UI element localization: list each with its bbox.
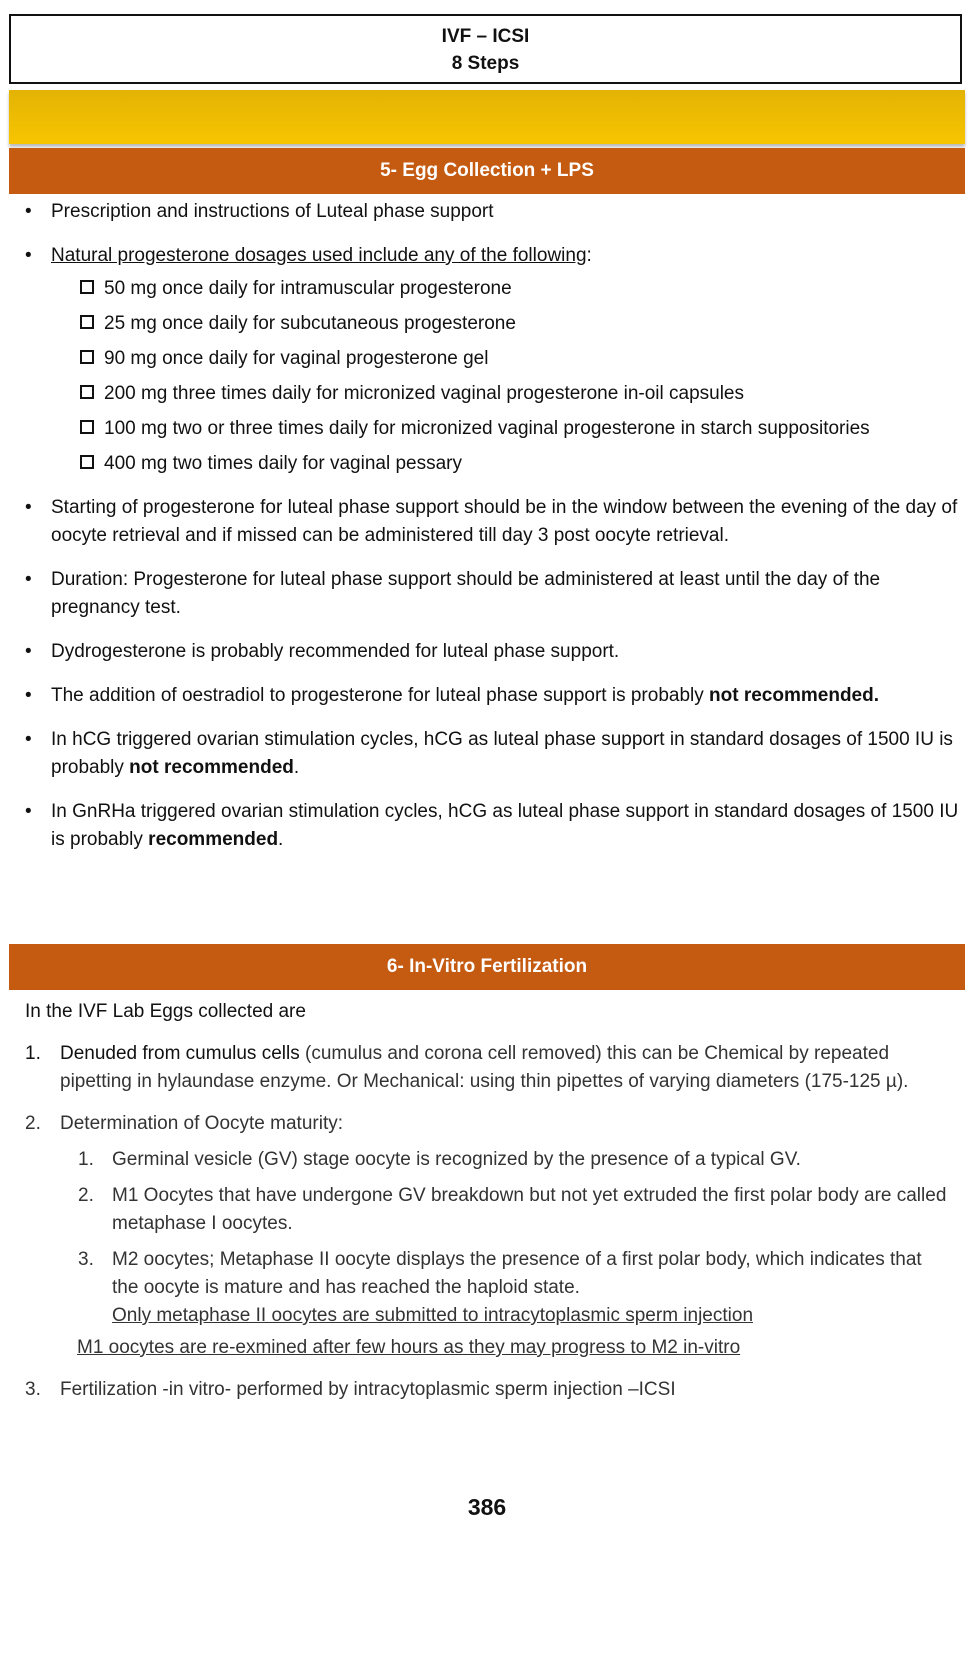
bullet-text: Natural progesterone dosages used include any of the following bbox=[51, 245, 587, 266]
item-text: M2 oocytes; Metaphase II oocyte displays the presence of a first polar body, which indicates that the oocyte is mature and has reached the haploid state. bbox=[112, 1249, 922, 1298]
dosage-text: 400 mg two times daily for vaginal pessary bbox=[104, 453, 462, 474]
sub-item bbox=[60, 1246, 950, 1330]
dosage-text: 50 mg once daily for intramuscular progesterone bbox=[104, 278, 512, 299]
item-text: Fertilization -in vitro- performed by intracytoplasmic sperm injection –ICSI bbox=[60, 1379, 676, 1400]
page-number: 386 bbox=[467, 1494, 507, 1520]
dosage-item bbox=[0, 345, 960, 373]
dosage-text: 200 mg three times daily for micronized vaginal progesterone in-oil capsules bbox=[104, 383, 744, 404]
bullet-item bbox=[0, 798, 960, 854]
bullet-text: Starting of progesterone for luteal phase support should be in the window between the evening of the day of oocyte retrieval and if missed can be administered till day 3 post oocyte retrieval. bbox=[51, 497, 958, 546]
section-5-content bbox=[0, 198, 960, 870]
dosage-item bbox=[0, 310, 960, 338]
checkbox-icon bbox=[80, 455, 94, 469]
sub-list bbox=[60, 1146, 950, 1330]
emphasis: not recommended bbox=[129, 757, 294, 778]
period: . bbox=[278, 829, 284, 850]
bullet-text: In hCG triggered ovarian stimulation cycles, hCG as luteal phase support in standard dosages of 1500 IU is probably bbox=[51, 729, 953, 778]
dosage-text: 90 mg once daily for vaginal progesterone gel bbox=[104, 348, 489, 369]
colon: : bbox=[586, 245, 592, 266]
item-number: 3. bbox=[25, 1379, 41, 1400]
dosage-list bbox=[51, 275, 960, 478]
section-6-content bbox=[0, 998, 950, 1418]
item-number: 2. bbox=[78, 1185, 94, 1206]
bullet-text: In GnRHa triggered ovarian stimulation cycles, hCG as luteal phase support in standard dosages of 1500 IU is probably bbox=[51, 801, 959, 850]
section-6-header: 6- In-Vitro Fertilization bbox=[9, 944, 965, 990]
item-number: 2. bbox=[25, 1113, 41, 1134]
checkbox-icon bbox=[80, 420, 94, 434]
dosage-item bbox=[0, 380, 960, 408]
section-5-header: 5- Egg Collection + LPS bbox=[9, 148, 965, 194]
item-text: Germinal vesicle (GV) stage oocyte is recognized by the presence of a typical GV. bbox=[112, 1149, 801, 1170]
dosage-item bbox=[0, 450, 960, 478]
item-text: (cumulus and corona cell removed) this can be Chemical by repeated pipetting in hylaundase enzyme. Or Mechanical: using thin pipettes of varying diameters (175-125 µ). bbox=[60, 1043, 909, 1092]
dosage-item bbox=[0, 415, 960, 443]
sub-item bbox=[60, 1146, 950, 1174]
emphasis: not recommended. bbox=[709, 685, 880, 706]
bullet-item bbox=[0, 494, 960, 550]
bullet-item bbox=[0, 242, 960, 478]
emphasis: recommended bbox=[148, 829, 279, 850]
m1-note: M1 oocytes are re-exmined after few hours as they may progress to M2 in-vitro bbox=[77, 1337, 741, 1358]
sub-item bbox=[60, 1182, 950, 1238]
bullet-item bbox=[0, 198, 960, 226]
bullet-text: Prescription and instructions of Luteal phase support bbox=[51, 201, 494, 222]
dosage-text: 25 mg once daily for subcutaneous progesterone bbox=[104, 313, 516, 334]
title-line-1: IVF – ICSI bbox=[441, 26, 530, 47]
bullet-text: Dydrogesterone is probably recommended for luteal phase support. bbox=[51, 641, 620, 662]
checkbox-icon bbox=[80, 315, 94, 329]
item-number: 3. bbox=[78, 1249, 94, 1270]
title-box bbox=[9, 14, 962, 84]
item-text: M1 Oocytes that have undergone GV breakdown but not yet extruded the first polar body are called metaphase I oocytes. bbox=[112, 1185, 947, 1234]
bullet-item bbox=[0, 566, 960, 622]
bullet-text: The addition of oestradiol to progesterone for luteal phase support is probably bbox=[51, 685, 710, 706]
checkbox-icon bbox=[80, 350, 94, 364]
bullet-item bbox=[0, 638, 960, 666]
bullet-item bbox=[0, 726, 960, 782]
checkbox-icon bbox=[80, 280, 94, 294]
item-text: Determination of Oocyte maturity: bbox=[60, 1113, 343, 1134]
numbered-list bbox=[0, 1040, 950, 1404]
underlined-note: Only metaphase II oocytes are submitted to intracytoplasmic sperm injection bbox=[112, 1305, 754, 1326]
checkbox-icon bbox=[80, 385, 94, 399]
item-number: 1. bbox=[78, 1149, 94, 1170]
list-item bbox=[0, 1040, 950, 1096]
period: . bbox=[293, 757, 300, 778]
item-lead: Denuded from cumulus cells bbox=[60, 1043, 300, 1064]
list-item bbox=[0, 1376, 950, 1404]
bullet-item bbox=[0, 682, 960, 710]
intro-text: In the IVF Lab Eggs collected are bbox=[25, 1001, 306, 1022]
dosage-text: 100 mg two or three times daily for micronized vaginal progesterone in starch suppositories bbox=[104, 418, 870, 439]
list-item bbox=[0, 1110, 950, 1362]
yellow-banner bbox=[9, 90, 965, 144]
bullet-text: Duration: Progesterone for luteal phase support should be administered at least until the day of the pregnancy test. bbox=[51, 569, 881, 618]
item-number: 1. bbox=[25, 1043, 41, 1064]
title-line-2: 8 Steps bbox=[451, 53, 520, 74]
dosage-item bbox=[0, 275, 960, 303]
